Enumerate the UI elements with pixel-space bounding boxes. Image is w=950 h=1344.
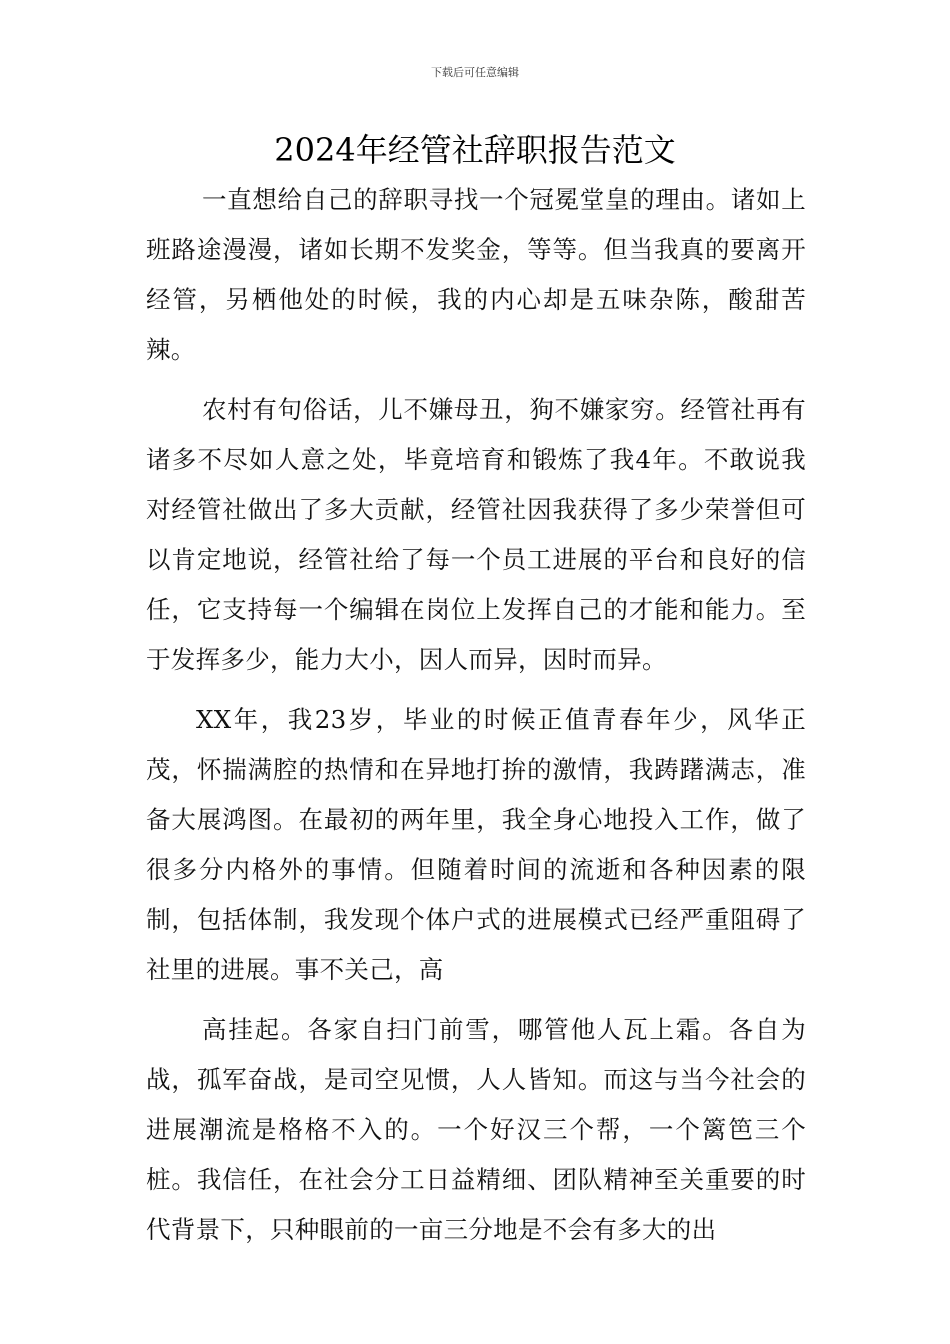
page-header-note: 下载后可任意编辑 [431,66,519,79]
document-body [146,175,806,1265]
paragraph-1: 一直想给自己的辞职寻找一个冠冕堂皇的理由。诸如上班路途漫漫，诸如长期不发奖金，等等。但当我真的要离开经管，另栖他处的时候，我的内心却是五味杂陈，酸甜苦辣。 [146,185,806,364]
document-title: 2024年经管社辞职报告范文 [274,131,676,169]
paragraph-4: 高挂起。各家自扫门前雪，哪管他人瓦上霜。各自为战，孤军奋战，是司空见惯，人人皆知。而这与当今社会的进展潮流是格格不入的。一个好汉三个帮，一个篱笆三个桩。我信任，在社会分工日益精细、团队精神至关重要的时代背景下，只种眼前的一亩三分地是不会有多大的出 [146,1015,806,1244]
paragraph-2: 农村有句俗话，儿不嫌母丑，狗不嫌家穷。经管社再有诸多不尽如人意之处，毕竟培育和锻炼了我4年。不敢说我对经管社做出了多大贡献，经管社因我获得了多少荣誉但可以肯定地说，经管社给了每一个员工进展的平台和良好的信任，它支持每一个编辑在岗位上发挥自己的才能和能力。至于发挥多少，能力大小，因人而异，因时而异。 [146,395,806,674]
paragraph-3: XX年，我23岁，毕业的时候正值青春年少，风华正茂，怀揣满腔的热情和在异地打拚的激情，我踌躇满志，准备大展鸿图。在最初的两年里，我全身心地投入工作，做了很多分内格外的事情。但随着时间的流逝和各种因素的限制，包括体制，我发现个体户式的进展模式已经严重阻碍了社里的进展。事不关己，高 [146,705,806,984]
